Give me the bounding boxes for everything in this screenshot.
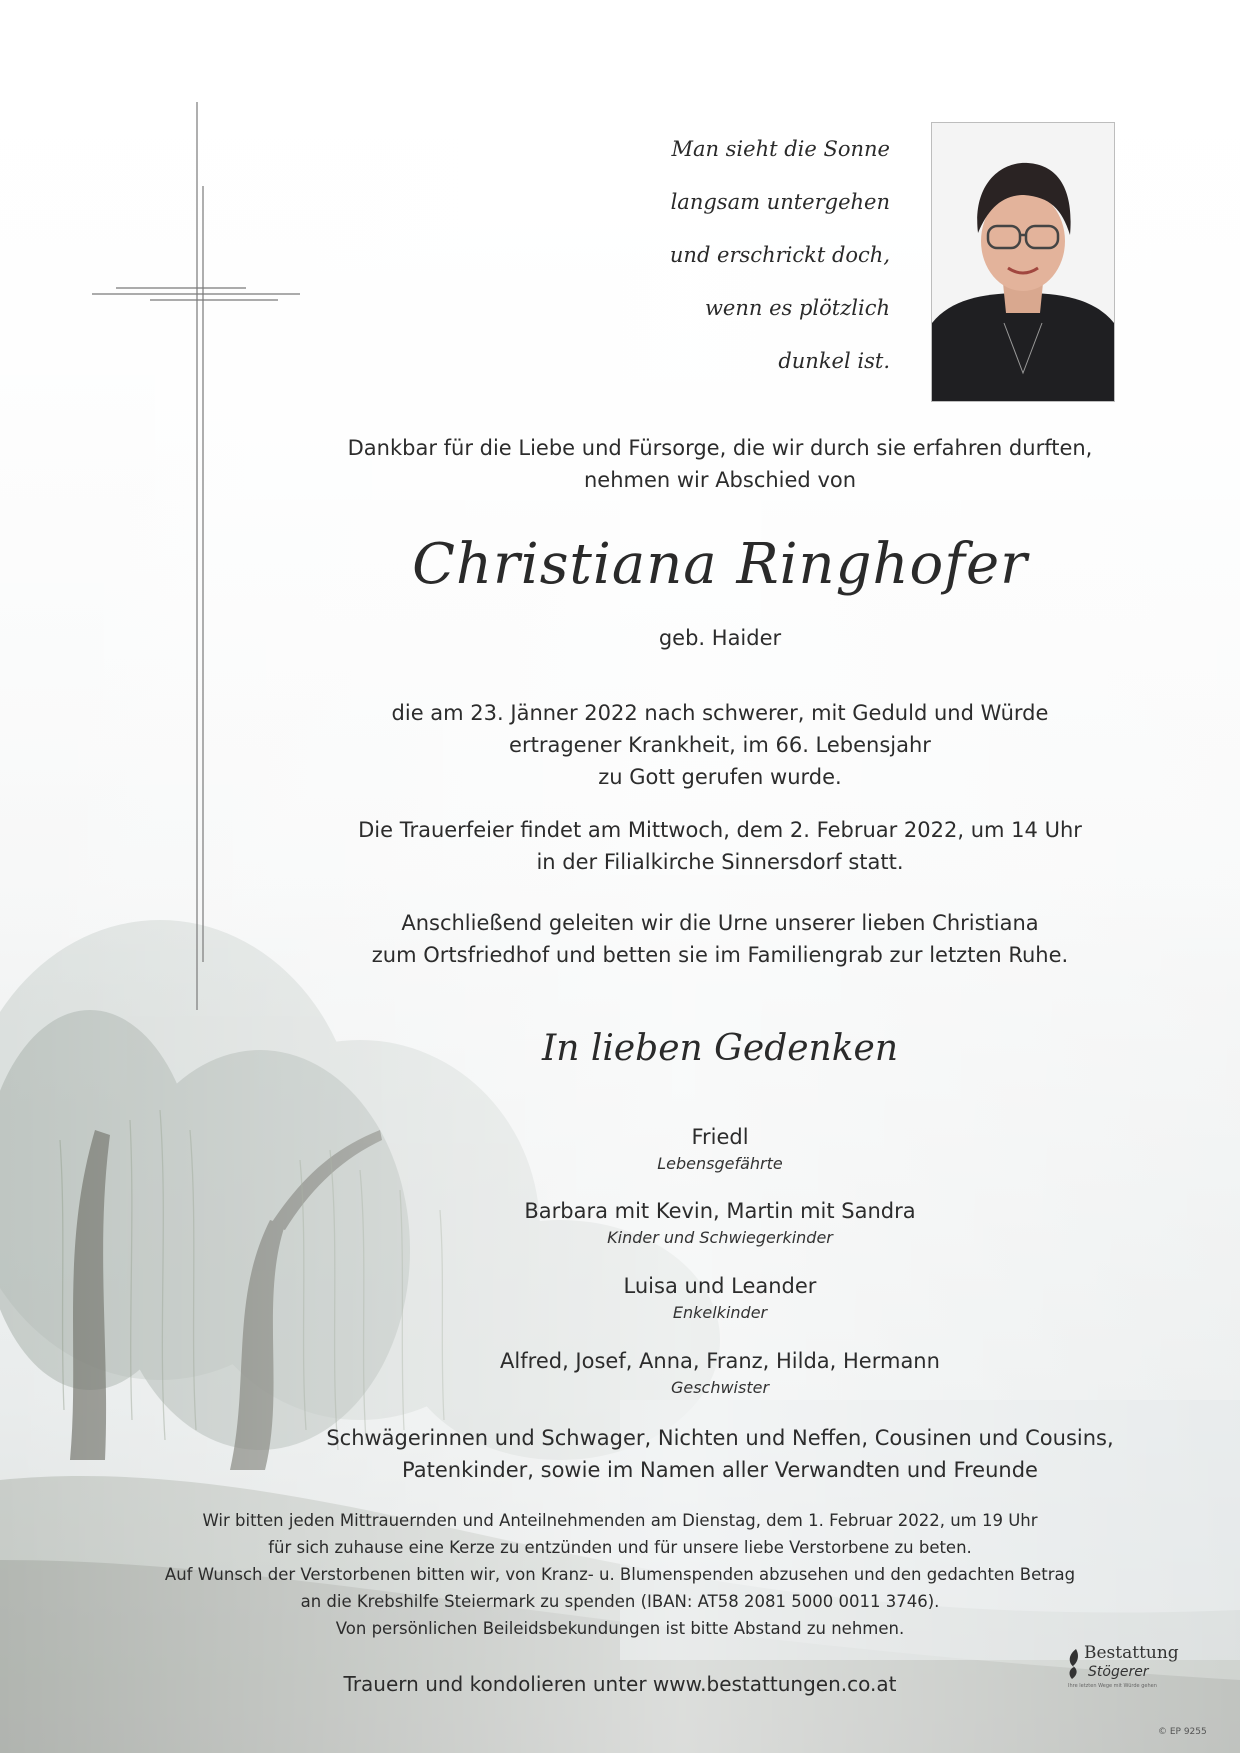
poem-line: Man sieht die Sonne	[671, 137, 890, 161]
logo-tagline: Ihre letzten Wege mit Würde gehen	[1068, 1683, 1157, 1689]
funeral-line: in der Filialkirche Sinnersdorf statt.	[536, 850, 904, 874]
portrait-photo	[931, 122, 1115, 402]
mourner-group	[300, 1346, 1140, 1400]
logo-text-secondary: Stögerer	[1088, 1664, 1149, 1680]
document-code: © EP 9255	[1158, 1727, 1207, 1737]
burial-line: zum Ortsfriedhof und betten sie im Familiengrab zur letzten Ruhe.	[371, 943, 1069, 967]
mourner-relation: Enkelkinder	[672, 1303, 768, 1322]
burial-line: Anschließend geleiten wir die Urne unserer lieben Christiana	[401, 911, 1039, 935]
poem-line: dunkel ist.	[778, 349, 890, 373]
memory-heading: In lieben Gedenken	[541, 1028, 899, 1069]
intro-text	[300, 432, 1140, 496]
mourner-relation: Geschwister	[670, 1378, 770, 1397]
mourner-group	[300, 1271, 1140, 1325]
mourner-relation: Lebensgefährte	[657, 1154, 783, 1173]
death-notice-line: ertragener Krankheit, im 66. Lebensjahr	[509, 733, 931, 757]
condolence-link[interactable]: Trauern und kondolieren unter www.bestattungen.co.at	[343, 1672, 897, 1696]
funeral-info	[300, 814, 1140, 878]
death-notice-line: die am 23. Jänner 2022 nach schwerer, mit Geduld und Würde	[391, 701, 1049, 725]
mourner-relation: Kinder und Schwiegerkinder	[607, 1228, 833, 1247]
mourner-group	[300, 1196, 1140, 1250]
mourner-group	[300, 1122, 1140, 1176]
footer-line: an die Krebshilfe Steiermark zu spenden (IBAN: AT58 2081 5000 0011 3746).	[300, 1592, 940, 1611]
logo-text-primary: Bestattung	[1084, 1643, 1179, 1663]
footer-line: für sich zuhause eine Kerze zu entzünden und für unsere liebe Verstorbene zu beten.	[268, 1538, 972, 1557]
poem-line: und erschrickt doch,	[669, 243, 890, 267]
extended-family	[300, 1422, 1140, 1486]
poem	[600, 128, 890, 393]
mourner-name: Luisa und Leander	[623, 1274, 817, 1298]
funeral-home-logo	[1066, 1643, 1186, 1695]
deceased-name: Christiana Ringhofer	[412, 532, 1028, 597]
birth-name: geb. Haider	[658, 626, 782, 650]
extended-family-line: Patenkinder, sowie im Namen aller Verwandten und Freunde	[402, 1458, 1038, 1482]
mourner-name: Barbara mit Kevin, Martin mit Sandra	[524, 1199, 916, 1223]
extended-family-line: Schwägerinnen und Schwager, Nichten und Neffen, Cousinen und Cousins,	[326, 1426, 1114, 1450]
footer-notice	[100, 1507, 1140, 1642]
death-notice	[300, 697, 1140, 793]
intro-line: Dankbar für die Liebe und Fürsorge, die wir durch sie erfahren durften,	[347, 436, 1093, 460]
burial-info	[300, 907, 1140, 971]
poem-line: wenn es plötzlich	[704, 296, 890, 320]
ribbon-icon	[1066, 1649, 1080, 1679]
poem-line: langsam untergehen	[670, 190, 890, 214]
footer-line: Wir bitten jeden Mittrauernden und Anteilnehmenden am Dienstag, dem 1. Februar 2022, um 19 Uhr	[202, 1511, 1038, 1530]
mourner-name: Friedl	[691, 1125, 749, 1149]
portrait-image	[932, 123, 1114, 401]
death-notice-line: zu Gott gerufen wurde.	[598, 765, 842, 789]
footer-line: Von persönlichen Beileidsbekundungen ist bitte Abstand zu nehmen.	[335, 1619, 905, 1638]
footer-line: Auf Wunsch der Verstorbenen bitten wir, von Kranz- u. Blumenspenden abzusehen und den gedachten Betrag	[164, 1565, 1076, 1584]
funeral-line: Die Trauerfeier findet am Mittwoch, dem 2. Februar 2022, um 14 Uhr	[358, 818, 1082, 842]
intro-line: nehmen wir Abschied von	[583, 468, 857, 492]
mourner-name: Alfred, Josef, Anna, Franz, Hilda, Hermann	[500, 1349, 940, 1373]
